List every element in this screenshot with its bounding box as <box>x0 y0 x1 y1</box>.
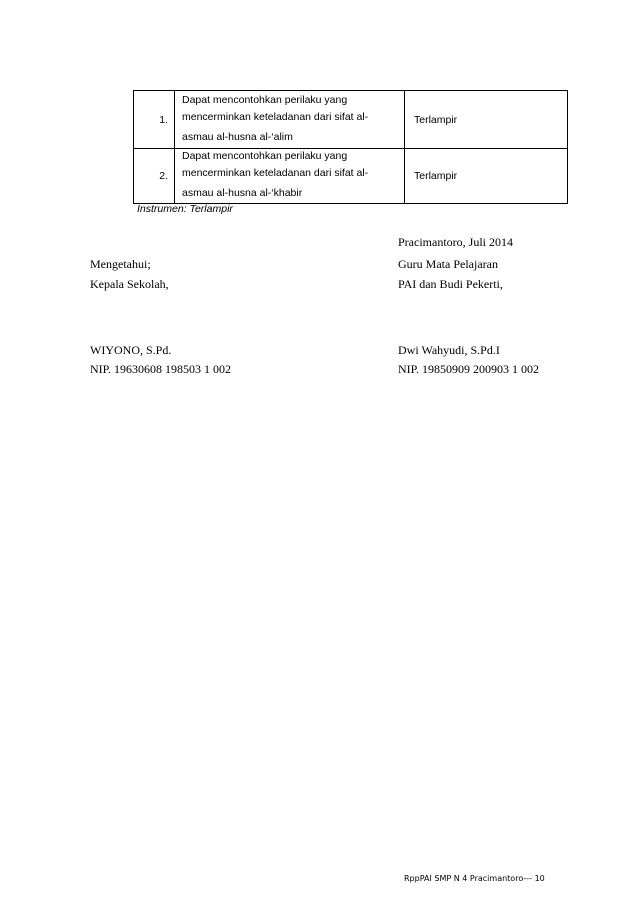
technique-cell: Terlampir <box>405 91 568 149</box>
assessment-table <box>133 90 568 204</box>
left-signer-nip: NIP. 19630608 198503 1 002 <box>90 362 232 376</box>
place-date: Pracimantoro, Juli 2014 <box>398 235 513 249</box>
technique-cell: Terlampir <box>405 149 568 204</box>
page-footer: RppPAI SMP N 4 Pracimantoro--- 10 <box>404 874 545 883</box>
right-label-teacher: Guru Mata Pelajaran <box>398 257 498 271</box>
indicator-cell <box>175 149 405 204</box>
indicator-line: mencerminkan keteladanan dari sifat al- <box>182 110 369 123</box>
right-signer-nip: NIP. 19850909 200903 1 002 <box>398 362 540 376</box>
left-label-principal: Kepala Sekolah, <box>90 277 169 291</box>
indicator-line: asmau al-husna al-‘alim <box>182 130 293 143</box>
row-number: 1. <box>134 91 175 149</box>
assessment-table-wrap <box>133 90 568 204</box>
right-label-subject: PAI dan Budi Pekerti, <box>398 277 503 291</box>
indicator-line: asmau al-husna al-‘khabir <box>182 187 303 199</box>
left-label-acknowledged: Mengetahui; <box>90 257 151 271</box>
indicator-line: Dapat mencontohkan perilaku yang <box>182 150 348 162</box>
left-signer-name: WIYONO, S.Pd. <box>90 343 172 357</box>
row-number: 2. <box>134 149 175 204</box>
indicator-line: Dapat mencontohkan perilaku yang <box>182 93 348 106</box>
right-signer-name: Dwi Wahyudi, S.Pd.I <box>398 343 500 357</box>
table-row <box>134 149 568 204</box>
indicator-line: mencerminkan keteladanan dari sifat al- <box>182 167 369 179</box>
instrument-note: Instrumen: Terlampir <box>137 203 233 215</box>
indicator-cell <box>175 91 405 149</box>
table-row <box>134 91 568 149</box>
